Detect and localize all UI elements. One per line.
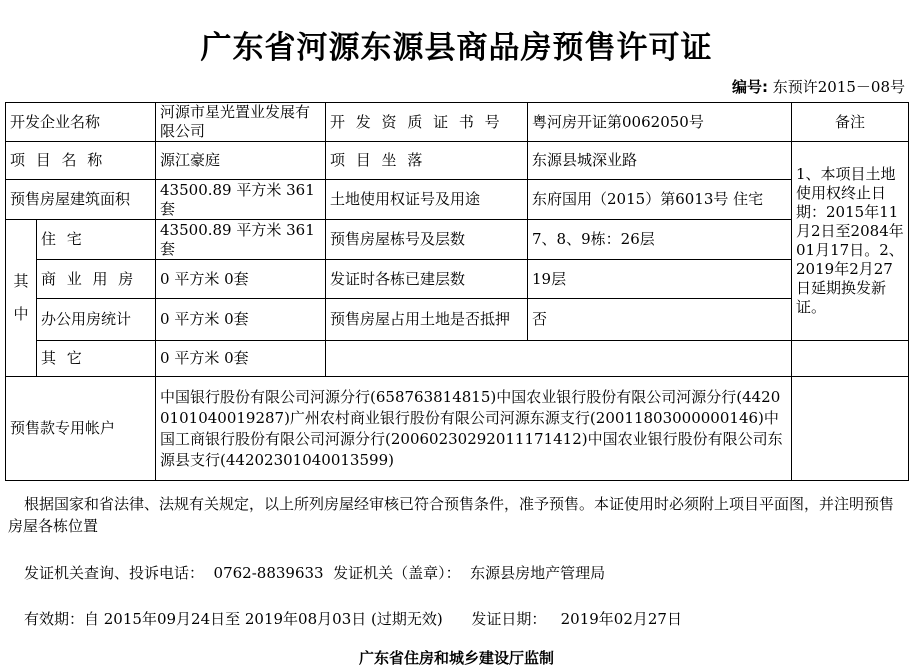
document-title: 广东省河源东源县商品房预售许可证 [200, 30, 713, 66]
other-label: 其 它 [37, 341, 156, 377]
building-floors-value: 7、8、9栋：26层 [528, 220, 792, 260]
building-floors-label: 预售房屋栋号及层数 [326, 220, 528, 260]
among-label-1: 其 [13, 272, 29, 290]
project-location-label: 项 目 坐 落 [326, 142, 528, 180]
developer-label: 开发企业名称 [6, 103, 156, 142]
remark-value: 1、本项目土地使用权终止日期：2015年11月2日至2084年01月17日。2、2019年2月27日延期换发新证。 [792, 142, 909, 341]
land-cert-value: 东府国用（2015）第6013号 住宅 [528, 180, 792, 220]
presale-area-value: 43500.89 平方米 361套 [156, 180, 326, 220]
permit-number-label: 编号: [731, 78, 768, 96]
land-cert-label: 土地使用权证号及用途 [326, 180, 528, 220]
permit-number [732, 76, 905, 97]
residential-label: 住 宅 [37, 220, 156, 260]
office-value: 0 平方米 0套 [156, 299, 326, 341]
commercial-label: 商 业 用 房 [37, 260, 156, 299]
other-value: 0 平方米 0套 [156, 341, 326, 377]
permit-table [5, 102, 909, 481]
escrow-spacer [792, 377, 909, 481]
office-label: 办公用房统计 [37, 299, 156, 341]
issuer-contact: 发证机关查询、投诉电话： 0762-8839633 发证机关（盖章）： 东源县房地产管理局 [24, 564, 606, 582]
project-location-value: 东源县城深业路 [528, 142, 792, 180]
residential-value: 43500.89 平方米 361套 [156, 220, 326, 260]
among-label [6, 220, 37, 377]
among-label-2: 中 [13, 305, 29, 323]
developer-value: 河源市星光置业发展有限公司 [156, 103, 326, 142]
permit-number-value: 东预许2015－08号 [772, 78, 905, 96]
supervisor-footer: 广东省住房和城乡建设厅监制 [358, 649, 554, 667]
remark-label: 备注 [792, 103, 909, 142]
mortgage-label: 预售房屋占用土地是否抵押 [326, 299, 528, 341]
built-floors-value: 19层 [528, 260, 792, 299]
escrow-account-label: 预售款专用帐户 [6, 377, 156, 481]
qualification-label: 开 发 资 质 证 书 号 [326, 103, 528, 142]
blank-cell [326, 341, 792, 377]
qualification-value: 粤河房开证第0062050号 [528, 103, 792, 142]
presale-area-label: 预售房屋建筑面积 [6, 180, 156, 220]
commercial-value: 0 平方米 0套 [156, 260, 326, 299]
project-name-label: 项 目 名 称 [6, 142, 156, 180]
escrow-account-value: 中国银行股份有限公司河源分行(658763814815)中国农业银行股份有限公司河源分行(44200101040019287)广州农村商业银行股份有限公司河源东源支行(20011803000000146)中国工商银行股份有限公司河源分行(20060230292011171412)中国农业银行股份有限公司东源县支行(44202301040013599) [156, 377, 792, 481]
approval-statement: 根据国家和省法律、法规有关规定，以上所列房屋经审核已符合预售条件，准予预售。本证使用时必须附上项目平面图，并注明预售房屋各栋位置 [8, 495, 895, 535]
built-floors-label: 发证时各栋已建层数 [326, 260, 528, 299]
project-name-value: 源江豪庭 [156, 142, 326, 180]
mortgage-value: 否 [528, 299, 792, 341]
validity-line: 有效期：自 2015年09月24日至 2019年08月03日 (过期无效) 发证日期： 2019年02月27日 [24, 610, 682, 628]
